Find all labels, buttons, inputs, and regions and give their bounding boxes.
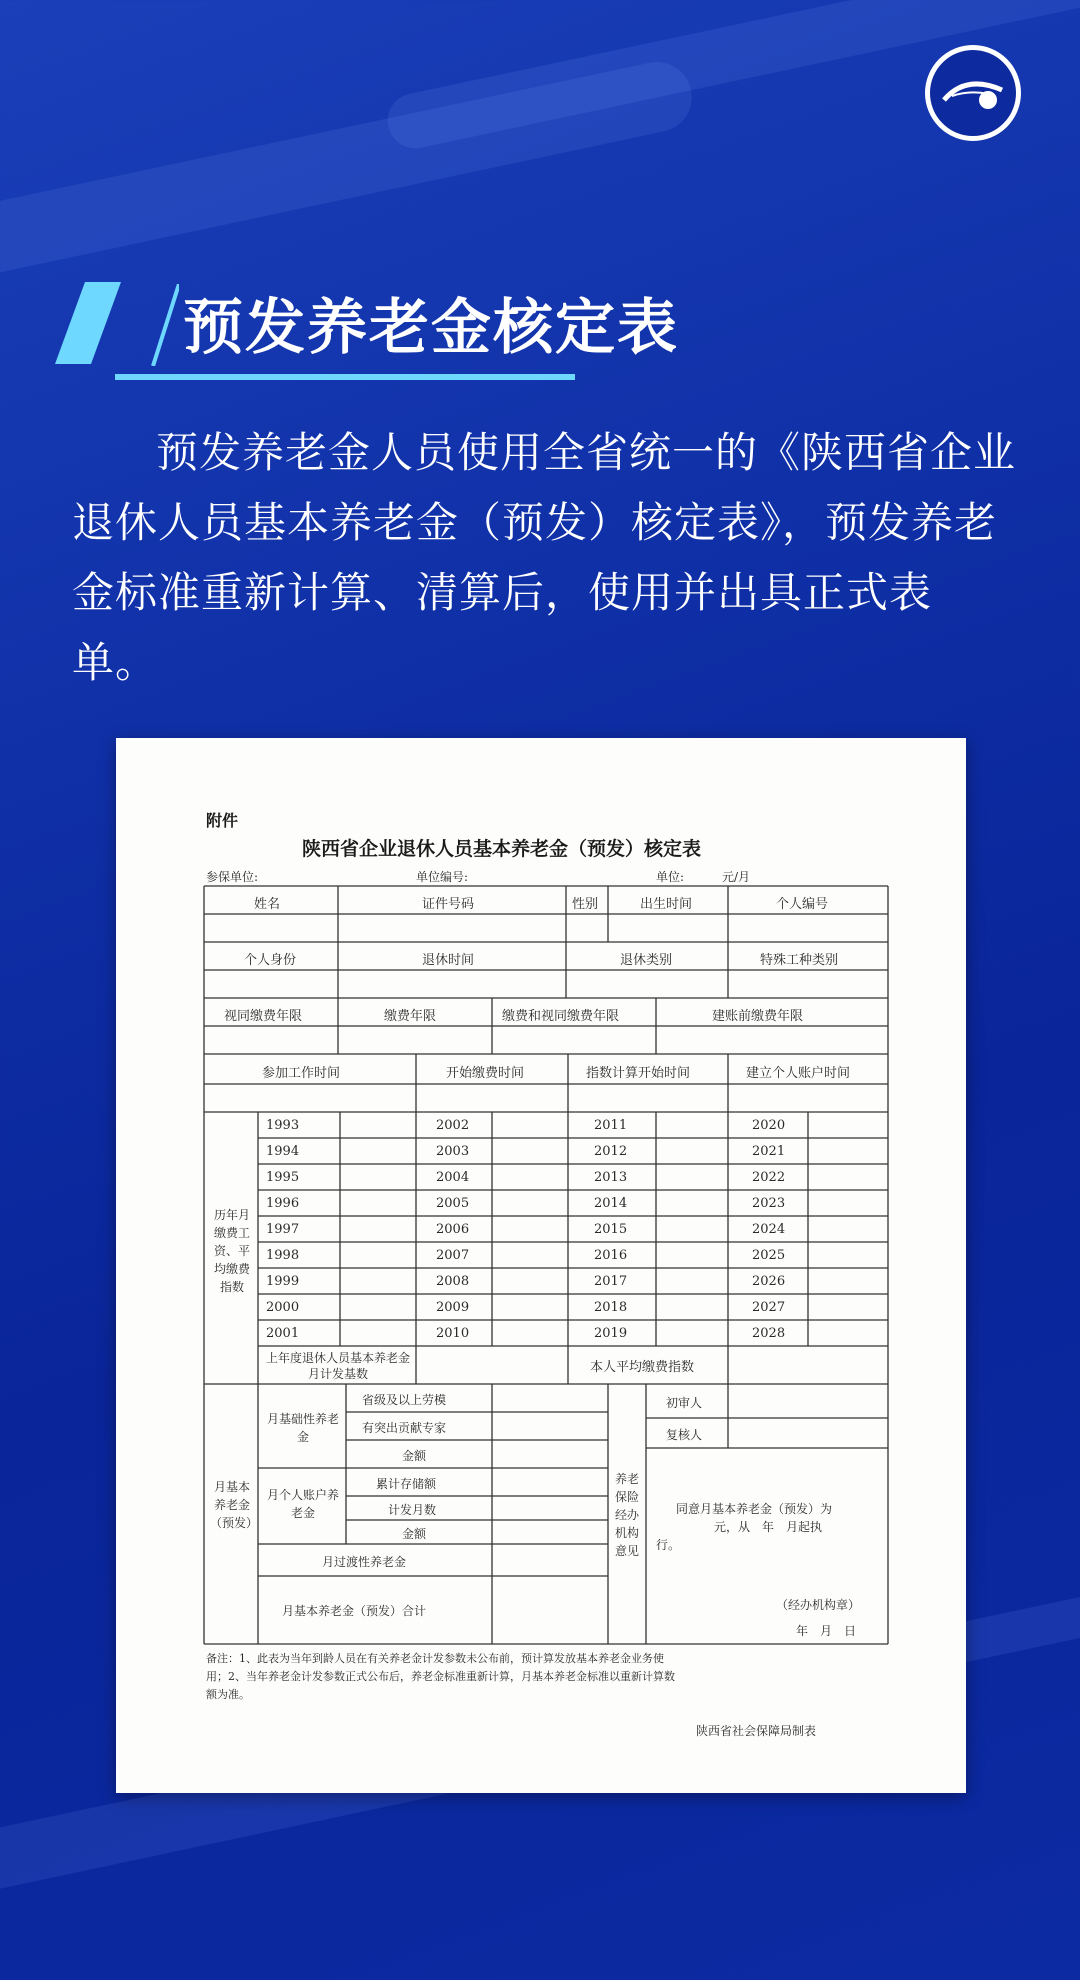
note-line-2: 用；2、当年养老金计发参数正式公布后，养老金标准重新计算，月基本养老金标准以重新计算数 — [206, 1670, 675, 1683]
year-cell: 2004 — [436, 1170, 470, 1185]
cell-birth: 出生时间 — [640, 897, 693, 912]
prev-year-base-label: 上年度退休人员基本养老金月计发基数 — [265, 1351, 410, 1381]
year-cell: 1995 — [266, 1170, 300, 1185]
history-label: 历年月缴费工资、平均缴费指数 — [213, 1208, 250, 1294]
year-cell: 2016 — [594, 1248, 628, 1263]
first-reviewer-label: 初审人 — [666, 1396, 703, 1410]
cell-total-years: 缴费和视同缴费年限 — [502, 1009, 620, 1024]
note-line-3: 额为准。 — [206, 1688, 250, 1701]
year-cell: 2020 — [752, 1118, 786, 1133]
cell-special-type: 特殊工种类别 — [760, 953, 839, 968]
cell-retire-time: 退休时间 — [422, 953, 475, 968]
second-reviewer-label: 复核人 — [666, 1428, 703, 1442]
model-worker-label: 省级及以上劳模 — [362, 1393, 447, 1407]
personal-amount-label: 金额 — [402, 1527, 427, 1541]
year-cell: 1993 — [266, 1118, 300, 1133]
year-cell: 2013 — [594, 1170, 628, 1185]
total-label: 月基本养老金（预发）合计 — [282, 1604, 427, 1618]
year-cell: 2017 — [594, 1274, 628, 1289]
year-cell: 2006 — [436, 1222, 470, 1237]
year-cell: 2010 — [436, 1326, 470, 1341]
attachment-label: 附件 — [206, 811, 239, 830]
cell-pay-start: 开始缴费时间 — [446, 1066, 525, 1081]
monthly-pension-label: 月基本养老金（预发） — [210, 1480, 259, 1530]
date-label: 年 月 日 — [796, 1624, 857, 1638]
basic-amount-label: 金额 — [402, 1449, 427, 1463]
approval-line-1: 同意月基本养老金（预发）为 — [676, 1502, 833, 1516]
accumulated-label: 累计存储额 — [376, 1477, 437, 1491]
intro-paragraph: 预发养老金人员使用全省统一的《陕西省企业退休人员基本养老金（预发）核定表》，预发养老金标准重新计算、清算后，使用并出具正式表单。 — [72, 428, 1017, 687]
year-cell: 2011 — [594, 1118, 628, 1133]
year-cell: 2014 — [594, 1196, 628, 1211]
approval-line-3: 行。 — [656, 1538, 681, 1552]
year-cell: 2024 — [752, 1222, 786, 1237]
form-title: 陕西省企业退休人员基本养老金（预发）核定表 — [302, 838, 702, 860]
form-document — [116, 738, 966, 1793]
year-cell: 2001 — [266, 1326, 300, 1341]
year-cell: 1998 — [266, 1248, 300, 1263]
year-cell: 2012 — [594, 1144, 628, 1159]
cell-retire-type: 退休类别 — [620, 953, 673, 968]
year-cell: 1994 — [266, 1144, 300, 1159]
personal-pension-label: 月个人账户养老金 — [266, 1488, 339, 1520]
year-cell: 2026 — [752, 1274, 786, 1289]
cell-gender: 性别 — [572, 897, 599, 912]
expert-label: 有突出贡献专家 — [362, 1421, 447, 1435]
agency-seal-label: （经办机构章） — [776, 1598, 861, 1612]
year-cell: 2025 — [752, 1248, 786, 1263]
brand-logo-icon — [925, 45, 1021, 141]
year-cell: 2002 — [436, 1118, 470, 1133]
cell-pre-account-years: 建账前缴费年限 — [712, 1009, 804, 1024]
year-cell: 2003 — [436, 1144, 470, 1159]
title-slash-outline-icon — [149, 284, 179, 366]
transition-label: 月过渡性养老金 — [322, 1555, 407, 1569]
currency-value: 元/月 — [722, 870, 751, 884]
unit-no-label: 单位编号: — [416, 870, 469, 884]
cell-identity: 个人身份 — [244, 953, 297, 968]
year-cell: 2028 — [752, 1326, 786, 1341]
year-cell: 2019 — [594, 1326, 628, 1341]
note-line-1: 备注：1、此表为当年到龄人员在有关养老金计发参数未公布前，预计算发放基本养老金业务使 — [206, 1652, 664, 1665]
year-cell: 1996 — [266, 1196, 300, 1211]
cell-deemed-years: 视同缴费年限 — [224, 1009, 303, 1024]
unit-label: 参保单位: — [206, 870, 259, 884]
currency-label: 单位: — [656, 870, 685, 884]
cell-id-number: 证件号码 — [422, 897, 475, 912]
year-cell: 2021 — [752, 1144, 786, 1159]
year-cell: 2018 — [594, 1300, 628, 1315]
year-cell: 2000 — [266, 1300, 300, 1315]
approval-line-2: 元，从 年 月起执 — [714, 1520, 823, 1534]
year-cell: 2009 — [436, 1300, 470, 1315]
cell-pay-years: 缴费年限 — [384, 1009, 437, 1024]
year-cell: 2027 — [752, 1300, 786, 1315]
year-cell: 1999 — [266, 1274, 300, 1289]
cell-name: 姓名 — [254, 897, 281, 912]
basic-pension-label: 月基础性养老金 — [266, 1412, 339, 1444]
avg-index-label: 本人平均缴费指数 — [590, 1360, 695, 1375]
year-cell: 1997 — [266, 1222, 300, 1237]
year-cell: 2015 — [594, 1222, 628, 1237]
year-cell: 2008 — [436, 1274, 470, 1289]
months-label: 计发月数 — [388, 1503, 437, 1517]
title-slash-icon — [55, 282, 121, 364]
year-cell: 2005 — [436, 1196, 470, 1211]
cell-personal-no: 个人编号 — [776, 897, 829, 912]
issuer-label: 陕西省社会保障局制表 — [696, 1724, 817, 1738]
title-underline — [115, 374, 575, 380]
cell-work-start: 参加工作时间 — [262, 1066, 341, 1081]
cell-account-start: 建立个人账户时间 — [746, 1066, 851, 1081]
cell-index-start: 指数计算开始时间 — [586, 1066, 691, 1081]
year-cell: 2023 — [752, 1196, 786, 1211]
agency-opinion-label: 养老保险经办机构意见 — [614, 1472, 639, 1558]
year-cell: 2007 — [436, 1248, 470, 1263]
section-header — [55, 278, 679, 388]
page-title: 预发养老金核定表 — [183, 293, 679, 363]
year-cell: 2022 — [752, 1170, 786, 1185]
